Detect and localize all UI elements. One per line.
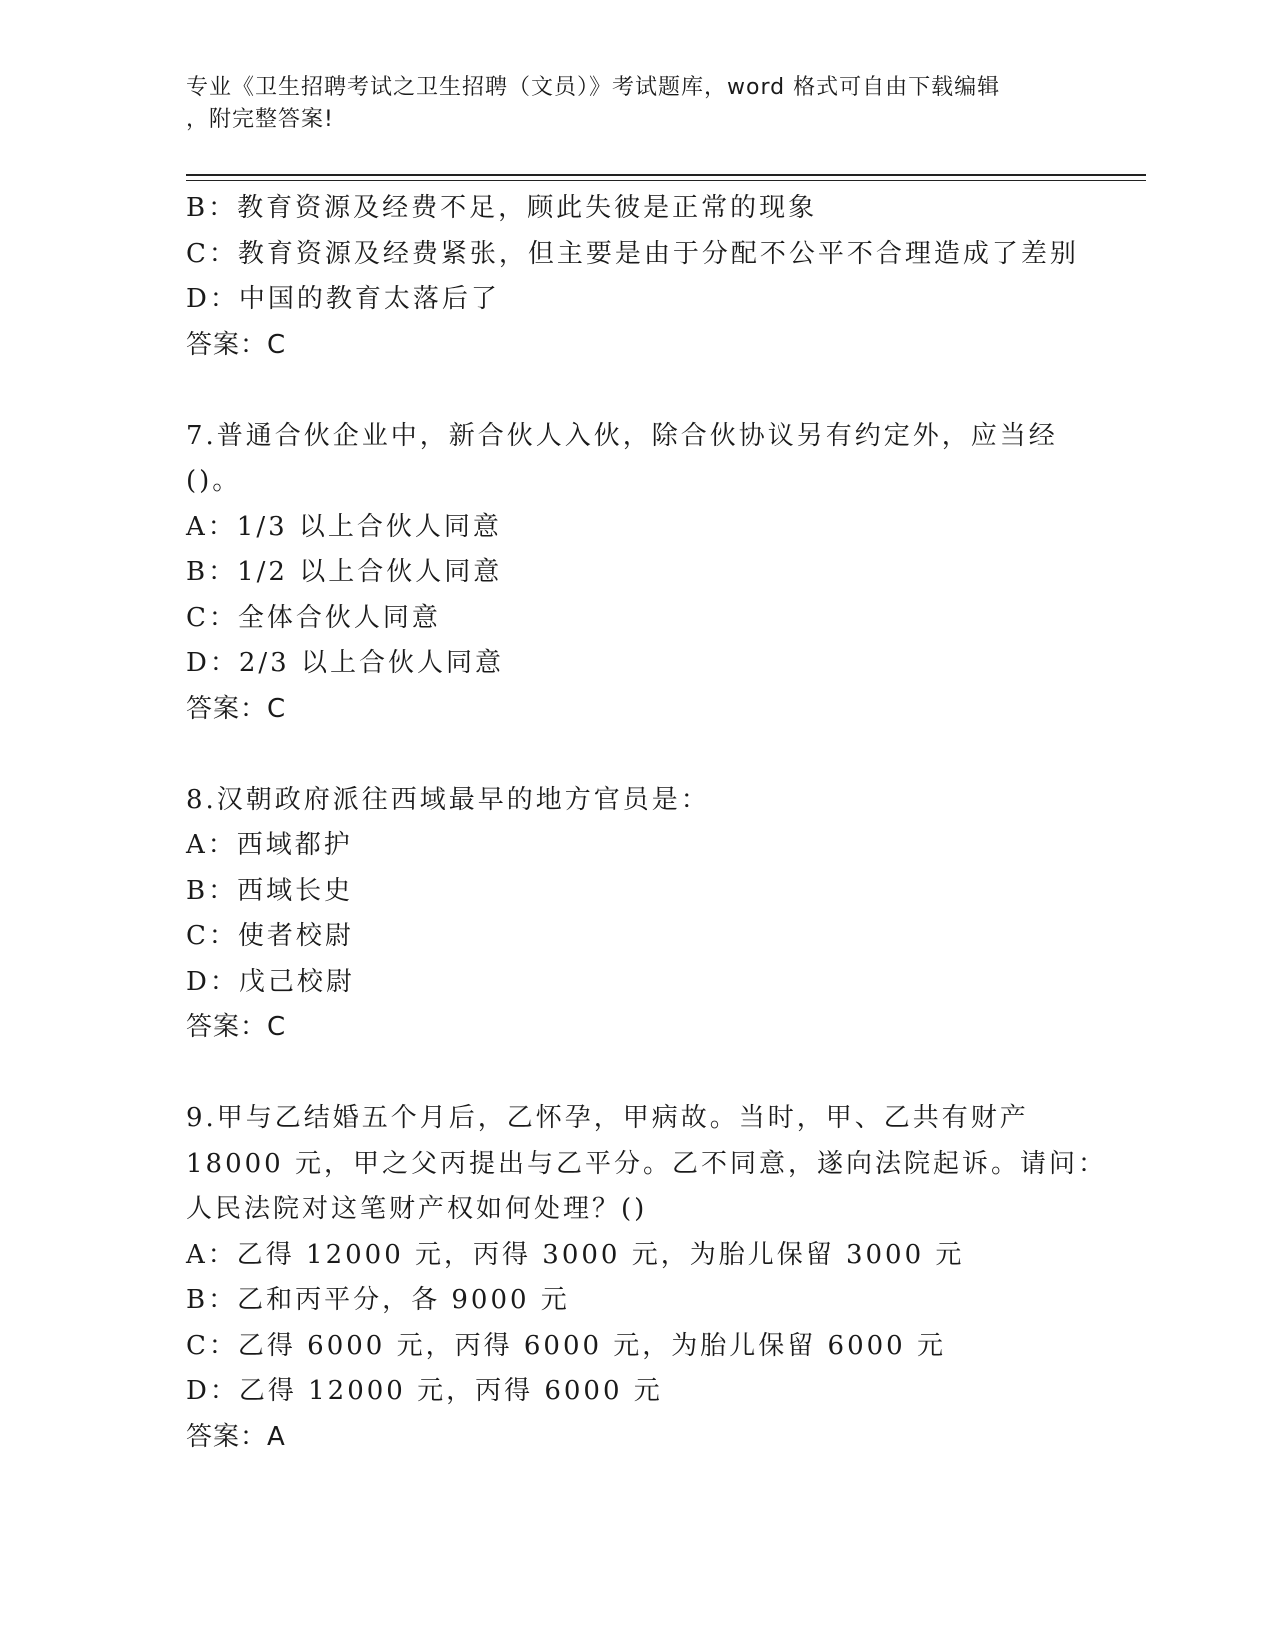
question-8-option-c: C：使者校尉 [186, 921, 354, 951]
question-6-option-b: B：教育资源及经费不足，顾此失彼是正常的现象 [186, 193, 818, 223]
question-9-option-c: C：乙得 6000 元，丙得 6000 元，为胎儿保留 6000 元 [186, 1330, 946, 1361]
question-6-tail [186, 186, 1146, 368]
spacer [186, 1051, 1146, 1097]
question-7-option-b: B：1/2 以上合伙人同意 [186, 557, 503, 587]
question-7 [186, 414, 1146, 733]
question-7-stem-line-2: ()。 [186, 466, 242, 496]
question-9-option-a: A：乙得 12000 元，丙得 3000 元，为胎儿保留 3000 元 [186, 1239, 965, 1270]
question-7-stem-line-1: 7.普通合伙企业中，新合伙人入伙，除合伙协议另有约定外，应当经 [186, 420, 1058, 451]
question-7-option-c: C：全体合伙人同意 [186, 602, 441, 633]
question-9-option-d: D：乙得 12000 元，丙得 6000 元 [186, 1376, 663, 1406]
spacer [186, 732, 1146, 778]
header-divider-thin [186, 180, 1146, 181]
question-7-option-d: D：2/3 以上合伙人同意 [186, 648, 504, 678]
question-6-answer: 答案：C [186, 329, 287, 360]
question-9-stem-line-2: 18000 元，甲之父丙提出与乙平分。乙不同意，遂向法院起诉。请问： [186, 1148, 1107, 1179]
question-8-option-a: A：西域都护 [186, 830, 353, 860]
question-9-stem-line-1: 9.甲与乙结婚五个月后，乙怀孕，甲病故。当时，甲、乙共有财产 [186, 1103, 1029, 1133]
question-9 [186, 1096, 1146, 1460]
header-title-line-1: 专业《卫生招聘考试之卫生招聘（文员）》考试题库，word 格式可自由下载编辑 [186, 75, 1001, 100]
spacer [186, 368, 1146, 414]
question-8-answer: 答案：C [186, 1012, 287, 1042]
header-title-line-2: ，附完整答案! [186, 107, 334, 132]
question-7-answer: 答案：C [186, 693, 287, 724]
question-8-stem-line-1: 8.汉朝政府派往西域最早的地方官员是： [186, 784, 710, 815]
question-content [186, 186, 1146, 1460]
question-9-stem-line-3: 人民法院对这笔财产权如何处理？() [186, 1194, 648, 1224]
question-8-option-b: B：西域长史 [186, 875, 354, 906]
question-8 [186, 778, 1146, 1051]
header-divider-thick [186, 174, 1146, 176]
question-9-option-b: B：乙和丙平分，各 9000 元 [186, 1285, 570, 1315]
question-8-option-d: D：戊己校尉 [186, 966, 355, 997]
question-6-option-c: C：教育资源及经费紧张，但主要是由于分配不公平不合理造成了差别 [186, 238, 1079, 269]
question-7-option-a: A：1/3 以上合伙人同意 [186, 511, 502, 542]
question-6-option-d: D：中国的教育太落后了 [186, 284, 500, 314]
document-header [186, 72, 1066, 136]
question-9-answer: 答案：A [186, 1421, 286, 1452]
